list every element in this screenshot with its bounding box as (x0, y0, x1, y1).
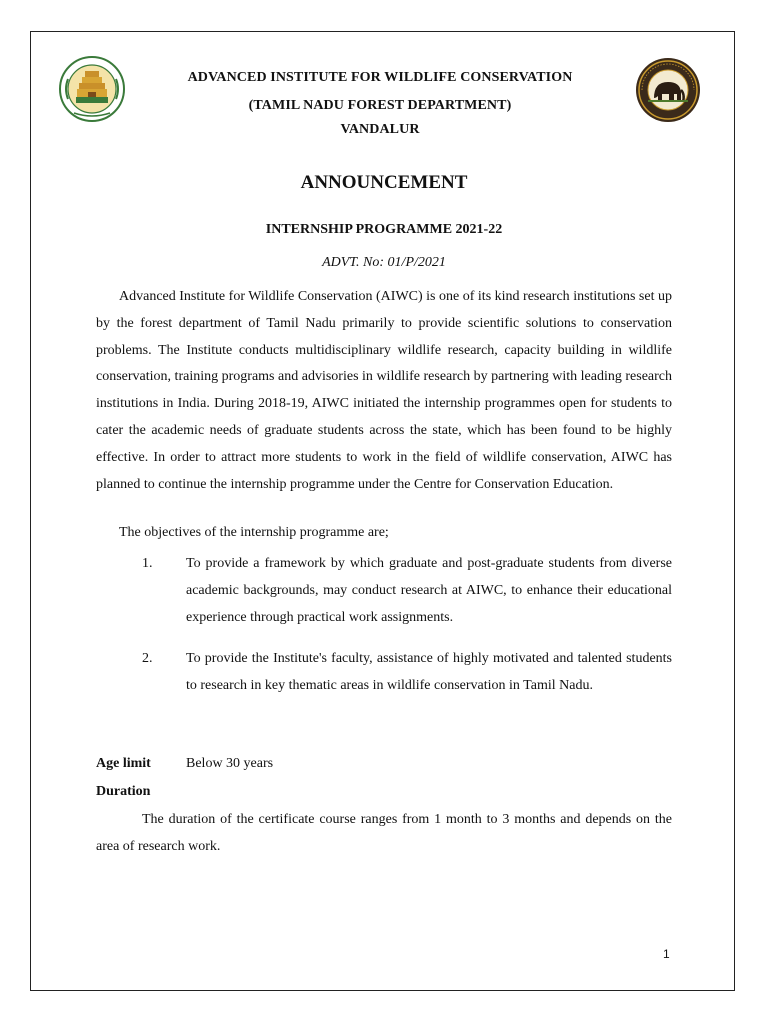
tamil-nadu-government-emblem-icon (58, 55, 126, 123)
page-number: 1 (663, 947, 670, 961)
programme-title: INTERNSHIP PROGRAMME 2021-22 (265, 222, 503, 237)
aiwc-elephant-logo-icon (634, 56, 702, 124)
objective-text: To provide the Institute's faculty, assistance of highly motivated and talented students to research in key thematic areas in wildlife conservation in Tamil Nadu. (186, 651, 672, 693)
location-name: VANDALUR (340, 122, 420, 137)
institute-name: ADVANCED INSTITUTE FOR WILDLIFE CONSERVATION (187, 70, 573, 85)
department-name: (TAMIL NADU FOREST DEPARTMENT) (248, 98, 512, 113)
age-limit-label: Age limit (96, 756, 151, 771)
page-title: ANNOUNCEMENT (300, 172, 468, 193)
objective-number: 2. (142, 651, 153, 666)
duration-label: Duration (96, 784, 151, 799)
duration-text: The duration of the certificate course ranges from 1 month to 3 months and depends on the area of research work. (96, 812, 672, 854)
intro-paragraph: Advanced Institute for Wildlife Conservation (AIWC) is one of its kind research institutions set up by the forest department of Tamil Nadu primarily to provide scientific solutions to conservation problems. The Institute conducts multidisciplinary wildlife research, capacity building in wildlife conservation, training programs and advisories in wildlife research by partnering with leading research institutions in India. During 2018-19, AIWC initiated the internship programmes open for students to cater the academic needs of graduate students across the state, which has been found to be highly effective. In order to attract more students to work in the field of wildlife conservation, AIWC has planned to continue the internship programme under the Centre for Conservation Education. (96, 289, 672, 492)
objectives-intro: The objectives of the internship programme are; (119, 525, 389, 540)
objective-number: 1. (142, 556, 153, 571)
age-limit-value: Below 30 years (186, 756, 274, 771)
advertisement-number: ADVT. No: 01/P/2021 (322, 255, 446, 270)
objective-text: To provide a framework by which graduate and post-graduate students from diverse academic backgrounds, may conduct research at AIWC, to enhance their educational experience through practical work assignments. (186, 556, 672, 625)
